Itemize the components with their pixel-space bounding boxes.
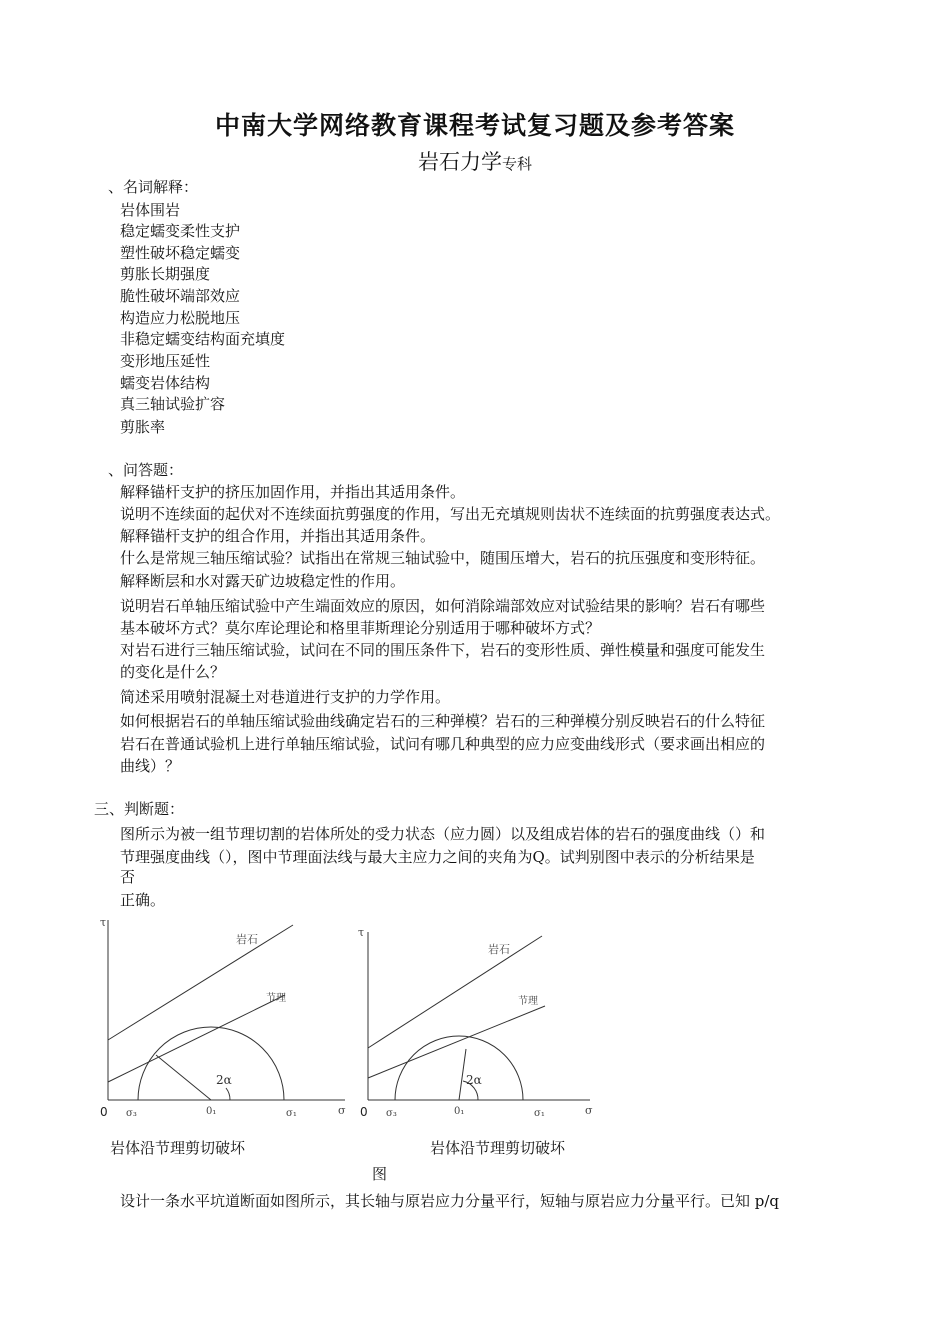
term-item: 蠕变岩体结构	[120, 374, 211, 392]
sigma3-label: σ₃	[126, 1108, 137, 1119]
question-line: 岩石在普通试验机上进行单轴压缩试验，试问有哪几种典型的应力应变曲线形式（要求画出相应的	[120, 735, 766, 753]
angle-label: 2α	[466, 1073, 482, 1087]
stress-circle	[138, 1027, 284, 1100]
normal-line	[156, 1055, 211, 1100]
sigma1-label: σ₁	[286, 1108, 297, 1119]
term-item: 脆性破坏端部效应	[120, 287, 241, 305]
course-subtitle	[0, 146, 950, 176]
term-item: 塑性破坏稳定蠕变	[120, 244, 241, 262]
question-line: 解释锚杆支护的组合作用，并指出其适用条件。	[120, 527, 436, 545]
term-item: 非稳定蠕变结构面充填度	[120, 330, 286, 348]
mohr-figure	[90, 910, 620, 1120]
course-level: 专科	[501, 155, 532, 173]
judge-paragraph-line: 否	[120, 868, 136, 886]
question-line: 如何根据岩石的单轴压缩试验曲线确定岩石的三种弹模？岩石的三种弹模分别反映岩石的什么特征	[120, 712, 766, 730]
origin-label: 0	[100, 1105, 108, 1119]
joint-label: 节理	[266, 993, 286, 1004]
course-name: 岩石力学	[417, 150, 502, 174]
question-line: 基本破坏方式？莫尔库论理论和格里菲斯理论分别适用于哪种破坏方式？	[120, 619, 601, 637]
term-item: 真三轴试验扩容	[120, 395, 226, 413]
question-line: 对岩石进行三轴压缩试验，试问在不同的围压条件下，岩石的变形性质、弹性模量和强度可能发生	[120, 641, 766, 659]
question-line: 说明不连续面的起伏对不连续面抗剪强度的作用，写出无充填规则齿状不连续面的抗剪强度表达式。	[120, 505, 781, 523]
tau-label: τ	[358, 926, 365, 939]
figure-caption-left: 岩体沿节理剪切破坏	[110, 1139, 246, 1157]
rock-label: 岩石	[488, 943, 510, 956]
term-item: 构造应力松脱地压	[120, 309, 241, 327]
rock-label: 岩石	[236, 933, 258, 946]
normal-line	[459, 1049, 466, 1100]
question-line: 解释锚杆支护的挤压加固作用，并指出其适用条件。	[120, 483, 466, 501]
section3-heading: 三、判断题：	[94, 800, 185, 818]
question-line: 说明岩石单轴压缩试验中产生端面效应的原因，如何消除端部效应对试验结果的影响？岩石有哪些	[120, 597, 766, 615]
last-question-line: 设计一条水平坑道断面如图所示，其长轴与原岩应力分量平行，短轴与原岩应力分量平行。已知 p/q	[120, 1192, 780, 1210]
joint-strength-line	[368, 1006, 545, 1078]
center-label: 0₁	[206, 1106, 217, 1117]
stress-circle	[395, 1036, 523, 1100]
joint-strength-line	[108, 995, 285, 1082]
figure-caption-right: 岩体沿节理剪切破坏	[430, 1139, 566, 1157]
sigma-label: σ	[585, 1104, 593, 1117]
judge-paragraph-line: 图所示为被一组节理切割的岩体所处的受力状态（应力圆）以及组成岩体的岩石的强度曲线（）和	[120, 825, 766, 843]
angle-arc	[226, 1088, 230, 1100]
page-title: 中南大学网络教育课程考试复习题及参考答案	[214, 111, 735, 140]
section1-heading: 、名词解释：	[108, 178, 199, 196]
term-item: 变形地压延性	[120, 352, 211, 370]
term-item: 稳定蠕变柔性支护	[120, 222, 241, 240]
question-line: 的变化是什么？	[120, 663, 226, 681]
tau-label: τ	[100, 916, 107, 929]
center-label: 0₁	[454, 1106, 465, 1117]
sigma3-label: σ₃	[386, 1108, 397, 1119]
judge-paragraph-line: 正确。	[120, 891, 166, 909]
sigma-label: σ	[338, 1104, 346, 1117]
question-line: 什么是常规三轴压缩试验？试指出在常规三轴试验中，随围压增大，岩石的抗压强度和变形特征。	[120, 549, 766, 567]
question-line: 简述采用喷射混凝土对巷道进行支护的力学作用。	[120, 688, 451, 706]
term-item: 岩体围岩	[120, 201, 181, 219]
rock-strength-line	[368, 936, 542, 1048]
angle-label: 2α	[216, 1073, 232, 1087]
judge-paragraph-line: 节理强度曲线（），图中节理面法线与最大主应力之间的夹角为Q。试判别图中表示的分析结果是	[120, 848, 755, 866]
origin-label: 0	[360, 1105, 368, 1119]
sigma1-label: σ₁	[534, 1108, 545, 1119]
question-line: 解释断层和水对露天矿边坡稳定性的作用。	[120, 572, 406, 590]
question-line: 曲线）？	[120, 757, 181, 775]
term-item: 剪胀长期强度	[120, 265, 211, 283]
section2-heading: 、问答题：	[108, 461, 184, 479]
joint-label: 节理	[518, 996, 538, 1007]
term-item: 剪胀率	[120, 418, 166, 436]
figure-label: 图	[372, 1165, 388, 1183]
rock-strength-line	[108, 925, 293, 1040]
